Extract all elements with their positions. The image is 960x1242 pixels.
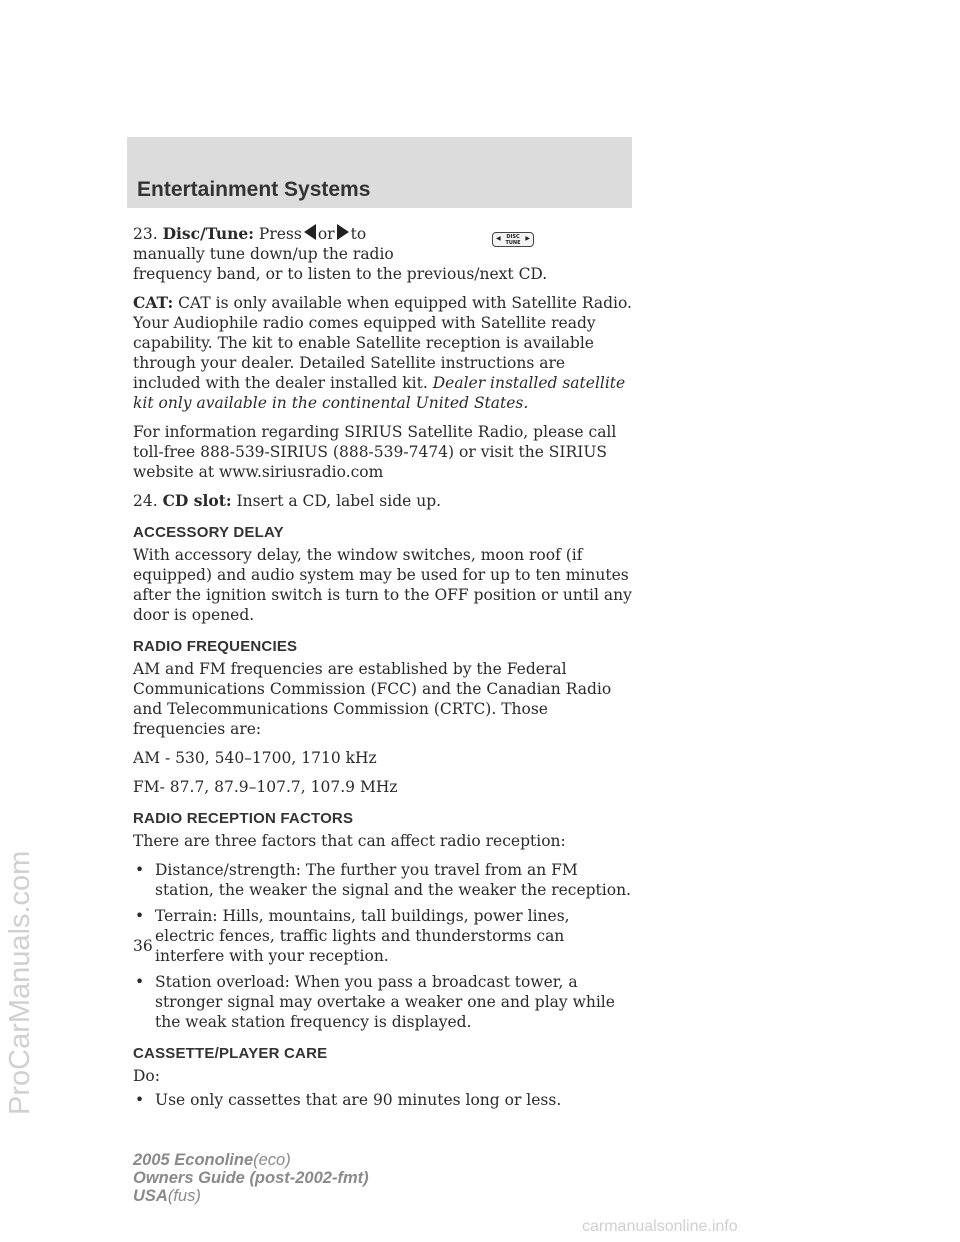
- page-title: Entertainment Systems: [137, 178, 371, 201]
- triangle-left-icon: [304, 224, 316, 240]
- list-item: • Station overload: When you pass a broadcast tower, a stronger signal may overtake a weaker one and play while the weak station frequency is displayed.: [135, 973, 615, 1031]
- heading-cassette-care: CASSETTE/PLAYER CARE: [133, 1045, 328, 1062]
- accessory-delay-text: With accessory delay, the window switches, moon roof (if equipped) and audio system may be used for up to ten minutes after the ignition switch is turn to the OFF position or until any door is opened.: [133, 546, 632, 624]
- heading-radio-frequencies: RADIO FREQUENCIES: [133, 638, 298, 655]
- cat-paragraph: CAT: CAT is only available when equipped with Satellite Radio. Your Audiophile radio comes equipped with Satellite ready capability. The kit to enable Satellite reception is available through your dealer. Detailed Satellite instructions are included with the dealer installed kit. Dealer installed satellite kit only available in the continental United States.: [133, 293, 632, 412]
- sirius-paragraph: For information regarding SIRIUS Satellite Radio, please call toll-free 888-539-SIRIUS (888-539-7474) or visit the SIRIUS website at www.siriusradio.com: [133, 423, 617, 481]
- reception-intro: There are three factors that can affect radio reception:: [133, 832, 566, 850]
- list-item: • Terrain: Hills, mountains, tall buildings, power lines, electric fences, traffic lights and thunderstorms can interfere with your reception.: [135, 907, 570, 965]
- section-header: [127, 137, 632, 208]
- page-number: 36: [133, 937, 153, 955]
- button-right-arrow-icon: ▶: [525, 235, 530, 242]
- fm-frequencies: FM- 87.7, 87.9–107.7, 107.9 MHz: [133, 778, 398, 796]
- bottom-watermark: carmanualsonline.info: [582, 1218, 738, 1235]
- item-24-cd-slot: 24. CD slot: Insert a CD, label side up.: [133, 491, 442, 510]
- heading-reception-factors: RADIO RECEPTION FACTORS: [133, 810, 354, 827]
- disc-tune-button-icon: ◀ DISC TUNE ▶: [492, 232, 534, 247]
- am-frequencies: AM - 530, 540–1700, 1710 kHz: [133, 749, 377, 767]
- button-left-arrow-icon: ◀: [496, 235, 501, 242]
- side-watermark: ProCarManuals.com: [4, 850, 36, 1115]
- heading-accessory-delay: ACCESSORY DELAY: [133, 524, 284, 541]
- cassette-care-list: [133, 1090, 633, 1110]
- list-item: • Use only cassettes that are 90 minutes long or less.: [135, 1091, 562, 1109]
- triangle-right-icon: [337, 224, 349, 240]
- do-label: Do:: [133, 1067, 160, 1085]
- reception-factors-list: [133, 860, 633, 1032]
- item-label: Disc/Tune:: [162, 224, 254, 243]
- list-item: • Distance/strength: The further you travel from an FM station, the weaker the signal and the weaker the reception.: [135, 861, 631, 899]
- radio-frequencies-text: AM and FM frequencies are established by the Federal Communications Commission (FCC) and the Canadian Radio and Telecommunications Commission (CRTC). Those frequencies are:: [133, 660, 612, 738]
- item-number: 23.: [133, 225, 158, 243]
- item-23-disc-tune: 23. Disc/Tune: Press or to manually tune down/up the radio frequency band, or to listen to the previous/next CD. ◀ DISC TUNE ▶: [133, 224, 548, 283]
- document-footer: 2005 Econoline(eco) Owners Guide (post-2002-fmt) USA(fus): [133, 1151, 369, 1205]
- manual-content: [133, 224, 633, 1116]
